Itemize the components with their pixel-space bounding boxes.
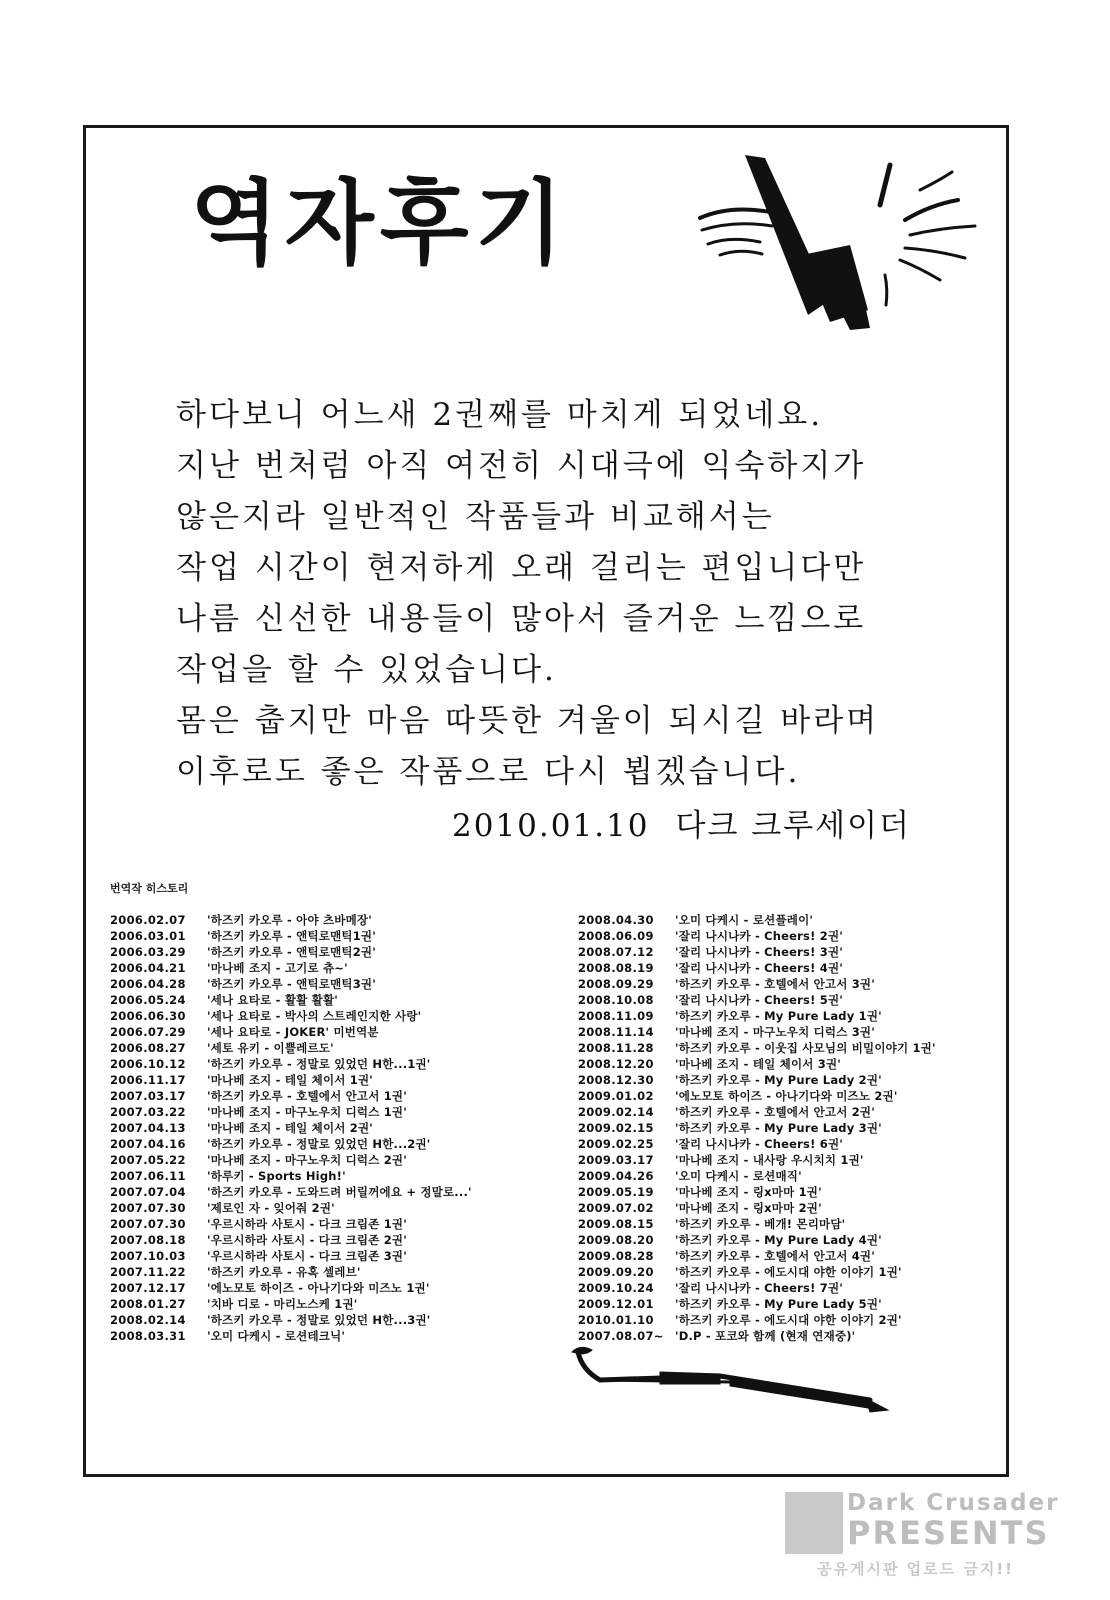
history-work: '마나베 조지 - 고기로 츄~' — [207, 961, 348, 975]
history-row — [110, 1008, 472, 1024]
history-date: 2009.01.02 — [578, 1089, 654, 1103]
history-date: 2009.05.19 — [578, 1185, 654, 1199]
history-date: 2006.03.29 — [110, 945, 186, 959]
history-work: '잘리 나시나카 - Cheers! 6권' — [675, 1137, 843, 1151]
history-work: '에노모토 하이즈 - 아나기다와 미즈노 2권' — [675, 1089, 898, 1103]
history-list-left — [110, 912, 472, 1344]
signature — [452, 800, 937, 845]
history-row — [110, 1328, 472, 1344]
history-row — [110, 912, 472, 928]
history-row — [578, 1280, 936, 1296]
history-date: 2009.02.14 — [578, 1105, 654, 1119]
history-row — [110, 976, 472, 992]
history-row — [110, 1184, 472, 1200]
history-work: '하즈키 카오루 - 베개! 몬리마담' — [675, 1217, 846, 1231]
history-date: 2007.07.30 — [110, 1217, 186, 1231]
history-row — [110, 944, 472, 960]
history-date: 2007.12.17 — [110, 1281, 186, 1295]
history-row — [578, 1072, 936, 1088]
history-date: 2007.04.13 — [110, 1121, 186, 1135]
history-work: '치바 디로 - 마리노스케 1권' — [207, 1297, 358, 1311]
history-row — [110, 1072, 472, 1088]
history-date: 2006.08.27 — [110, 1041, 186, 1055]
history-date: 2009.09.20 — [578, 1265, 654, 1279]
history-work: '하즈키 카오루 - 이웃집 사모님의 비밀이야기 1권' — [675, 1041, 936, 1055]
history-work: '우르시하라 사토시 - 다크 크림존 3권' — [207, 1249, 407, 1263]
history-row — [110, 1024, 472, 1040]
signature-name: 다크 크루세이더 — [675, 808, 911, 844]
history-work: '잘리 나시나카 - Cheers! 2권' — [675, 929, 843, 943]
history-row — [578, 1088, 936, 1104]
history-date: 2008.12.30 — [578, 1073, 654, 1087]
history-date: 2009.02.25 — [578, 1137, 654, 1151]
history-date: 2006.04.28 — [110, 977, 186, 991]
history-row — [578, 1184, 936, 1200]
body-line: 하다보니 어느새 2권째를 마치게 되었네요. — [176, 397, 824, 433]
history-work: '하즈키 카오루 - My Pure Lady 4권' — [675, 1233, 882, 1247]
history-row — [110, 960, 472, 976]
history-work: '잘리 나시나카 - Cheers! 4권' — [675, 961, 843, 975]
history-date: 2007.03.17 — [110, 1089, 186, 1103]
history-date: 2008.04.30 — [578, 913, 654, 927]
history-date: 2006.05.24 — [110, 993, 186, 1007]
watermark-logo — [785, 1492, 1095, 1592]
history-date: 2009.10.24 — [578, 1281, 654, 1295]
watermark-line1: Dark Crusader — [847, 1490, 1060, 1516]
history-row — [578, 1312, 936, 1328]
history-row — [578, 1056, 936, 1072]
history-date: 2007.07.30 — [110, 1201, 186, 1215]
history-date: 2008.06.09 — [578, 929, 654, 943]
history-date: 2006.07.29 — [110, 1025, 186, 1039]
history-list-right — [578, 912, 936, 1344]
history-work: '하즈키 카오루 - 정말로 있었던 H한...2권' — [207, 1137, 431, 1151]
history-row — [578, 1232, 936, 1248]
page-title: 역자후기 — [190, 170, 570, 277]
history-work: '오미 다케시 - 로션플레이' — [675, 913, 814, 927]
history-row — [110, 1120, 472, 1136]
crusader-emblem-icon — [785, 1492, 843, 1554]
history-work: '마나베 조지 - 링x마마 1권' — [675, 1185, 822, 1199]
history-date: 2009.08.20 — [578, 1233, 654, 1247]
history-work: '하즈키 카오루 - 도와드려 버릴꺼에요 + 정말로...' — [207, 1185, 472, 1199]
history-work: '잘리 나시나카 - Cheers! 5권' — [675, 993, 843, 1007]
history-work: '하즈키 카오루 - 앤틱로맨틱1권' — [207, 929, 376, 943]
history-row — [578, 928, 936, 944]
history-work: '하즈키 카오루 - 호텔에서 안고서 4권' — [675, 1249, 875, 1263]
history-row — [578, 1200, 936, 1216]
history-work: '우르시하라 사토시 - 다크 크림존 2권' — [207, 1233, 407, 1247]
body-line: 지난 번처럼 아직 여전히 시대극에 익숙하지가 — [176, 448, 867, 484]
history-date: 2008.09.29 — [578, 977, 654, 991]
history-row — [578, 1216, 936, 1232]
history-row — [110, 1248, 472, 1264]
history-date: 2008.08.19 — [578, 961, 654, 975]
history-work: '마나베 조지 - 링x마마 2권' — [675, 1201, 822, 1215]
watermark-line2: PRESENTS — [847, 1514, 1050, 1552]
history-date: 2006.06.30 — [110, 1009, 186, 1023]
history-work: '하즈키 카오루 - My Pure Lady 2권' — [675, 1073, 882, 1087]
history-date: 2009.07.02 — [578, 1201, 654, 1215]
history-row — [578, 1024, 936, 1040]
history-date: 2007.08.07~ — [578, 1329, 664, 1343]
history-row — [110, 1296, 472, 1312]
history-work: '하즈키 카오루 - 에도시대 야한 이야기 1권' — [675, 1265, 902, 1279]
history-row — [110, 1168, 472, 1184]
history-date: 2008.03.31 — [110, 1329, 186, 1343]
history-work: '세토 유키 - 이쁠레르도' — [207, 1041, 334, 1055]
history-date: 2009.08.15 — [578, 1217, 654, 1231]
history-date: 2007.06.11 — [110, 1169, 186, 1183]
history-date: 2009.03.17 — [578, 1153, 654, 1167]
history-row — [110, 1152, 472, 1168]
history-work: '하즈키 카오루 - 호텔에서 안고서 1권' — [207, 1089, 407, 1103]
history-date: 2008.12.20 — [578, 1057, 654, 1071]
history-row — [578, 1168, 936, 1184]
history-date: 2007.05.22 — [110, 1153, 186, 1167]
history-work: '하즈키 카오루 - 유혹 셀레브' — [207, 1265, 361, 1279]
history-date: 2008.11.09 — [578, 1009, 654, 1023]
history-date: 2006.02.07 — [110, 913, 186, 927]
pen-nib-icon — [690, 150, 990, 330]
history-date: 2007.03.22 — [110, 1105, 186, 1119]
history-work: '하즈키 카오루 - My Pure Lady 5권' — [675, 1297, 882, 1311]
history-date: 2007.10.03 — [110, 1249, 186, 1263]
history-work: '하즈키 카오루 - My Pure Lady 3권' — [675, 1121, 882, 1135]
body-line: 몸은 춥지만 마음 따뜻한 겨울이 되시길 바라며 — [176, 703, 880, 739]
history-row — [110, 1312, 472, 1328]
history-date: 2006.10.12 — [110, 1057, 186, 1071]
history-work: '하즈키 카오루 - 정말로 있었던 H한...3권' — [207, 1313, 431, 1327]
history-work: '하즈키 카오루 - 정말로 있었던 H한...1권' — [207, 1057, 431, 1071]
history-date: 2006.03.01 — [110, 929, 186, 943]
history-work: '하즈키 카오루 - 호텔에서 안고서 3권' — [675, 977, 875, 991]
history-row — [578, 944, 936, 960]
signature-date: 2010.01.10 — [452, 808, 650, 844]
history-work: '우르시하라 사토시 - 다크 크림존 1권' — [207, 1217, 407, 1231]
history-row — [578, 1152, 936, 1168]
history-row — [110, 1040, 472, 1056]
history-row — [110, 1216, 472, 1232]
history-row — [110, 1280, 472, 1296]
history-work: '에노모토 하이즈 - 아나기다와 미즈노 1권' — [207, 1281, 430, 1295]
history-date: 2007.07.04 — [110, 1185, 186, 1199]
history-row — [578, 1120, 936, 1136]
history-row — [578, 1296, 936, 1312]
history-row — [110, 1088, 472, 1104]
watermark-line3: 공유게시판 업로드 금지!! — [817, 1560, 1015, 1578]
history-work: '마나베 조지 - 마구노우치 디럭스 1권' — [207, 1105, 407, 1119]
history-heading: 번역작 히스토리 — [110, 882, 189, 895]
history-work: '마나베 조지 - 내사랑 우시치치 1권' — [675, 1153, 864, 1167]
history-date: 2009.08.28 — [578, 1249, 654, 1263]
history-work: '하루키 - Sports High!' — [207, 1169, 346, 1183]
history-date: 2006.11.17 — [110, 1073, 186, 1087]
body-line: 이후로도 좋은 작품으로 다시 뵙겠습니다. — [176, 754, 801, 790]
history-row — [578, 1008, 936, 1024]
history-row — [578, 976, 936, 992]
history-work: '하즈키 카오루 - 앤틱로맨틱2권' — [207, 945, 376, 959]
history-work: '마나베 조지 - 테일 체이서 1권' — [207, 1073, 374, 1087]
history-row — [110, 1104, 472, 1120]
body-line: 나름 신선한 내용들이 많아서 즐거운 느낌으로 — [176, 601, 867, 637]
history-row — [578, 1248, 936, 1264]
history-row — [110, 1136, 472, 1152]
body-line: 작업 시간이 현저하게 오래 걸리는 편입니다만 — [176, 550, 867, 586]
history-work: '세나 요타로 - JOKER' 미번역분 — [207, 1025, 379, 1039]
history-date: 2007.08.18 — [110, 1233, 186, 1247]
history-work: '하즈키 카오루 - 앤틱로맨틱3권' — [207, 977, 376, 991]
history-work: '마나베 조지 - 테일 체이서 3권' — [675, 1057, 842, 1071]
history-work: '하즈키 카오루 - 호텔에서 안고서 2권' — [675, 1105, 875, 1119]
history-date: 2010.01.10 — [578, 1313, 654, 1327]
history-row — [578, 912, 936, 928]
body-line: 작업을 할 수 있었습니다. — [176, 652, 557, 688]
history-work: '마나베 조지 - 마구노우치 디럭스 3권' — [675, 1025, 875, 1039]
history-row — [578, 960, 936, 976]
history-row — [110, 1232, 472, 1248]
history-row — [578, 1040, 936, 1056]
history-date: 2008.11.14 — [578, 1025, 654, 1039]
history-work: '제로인 자 - 잊어줘 2권' — [207, 1201, 335, 1215]
history-row — [110, 928, 472, 944]
history-date: 2006.04.21 — [110, 961, 186, 975]
history-row — [110, 992, 472, 1008]
history-work: '세나 요타로 - 활활 활활' — [207, 993, 339, 1007]
history-work: '하즈키 카오루 - 아야 츠바메장' — [207, 913, 372, 927]
history-date: 2008.11.28 — [578, 1041, 654, 1055]
history-date: 2009.04.26 — [578, 1169, 654, 1183]
pen-drawing-icon — [570, 1340, 890, 1420]
history-work: '잘리 나시나카 - Cheers! 3권' — [675, 945, 843, 959]
history-date: 2007.04.16 — [110, 1137, 186, 1151]
history-row — [578, 992, 936, 1008]
history-date: 2007.11.22 — [110, 1265, 186, 1279]
history-row — [578, 1104, 936, 1120]
history-date: 2008.01.27 — [110, 1297, 186, 1311]
history-work: '잘리 나시나카 - Cheers! 7권' — [675, 1281, 843, 1295]
afterword-body — [176, 390, 936, 798]
history-work: '오미 다케시 - 로션테크닉' — [207, 1329, 346, 1343]
history-work: '마나베 조지 - 테일 체이서 2권' — [207, 1121, 374, 1135]
history-date: 2009.12.01 — [578, 1297, 654, 1311]
history-row — [578, 1136, 936, 1152]
body-line: 않은지라 일반적인 작품들과 비교해서는 — [176, 499, 775, 535]
history-row — [110, 1056, 472, 1072]
history-date: 2009.02.15 — [578, 1121, 654, 1135]
history-work: '오미 다케시 - 로션매직' — [675, 1169, 802, 1183]
history-row — [110, 1264, 472, 1280]
history-work: 'D.P - 포코와 함께 (현재 연재중)' — [675, 1329, 856, 1343]
history-row — [110, 1200, 472, 1216]
history-work: '하즈키 카오루 - My Pure Lady 1권' — [675, 1009, 882, 1023]
history-work: '하즈키 카오루 - 에도시대 야한 이야기 2권' — [675, 1313, 902, 1327]
history-work: '마나베 조지 - 마구노우치 디럭스 2권' — [207, 1153, 407, 1167]
history-date: 2008.07.12 — [578, 945, 654, 959]
history-row — [578, 1264, 936, 1280]
history-date: 2008.10.08 — [578, 993, 654, 1007]
history-work: '세나 요타로 - 박사의 스트레인지한 사랑' — [207, 1009, 422, 1023]
history-date: 2008.02.14 — [110, 1313, 186, 1327]
